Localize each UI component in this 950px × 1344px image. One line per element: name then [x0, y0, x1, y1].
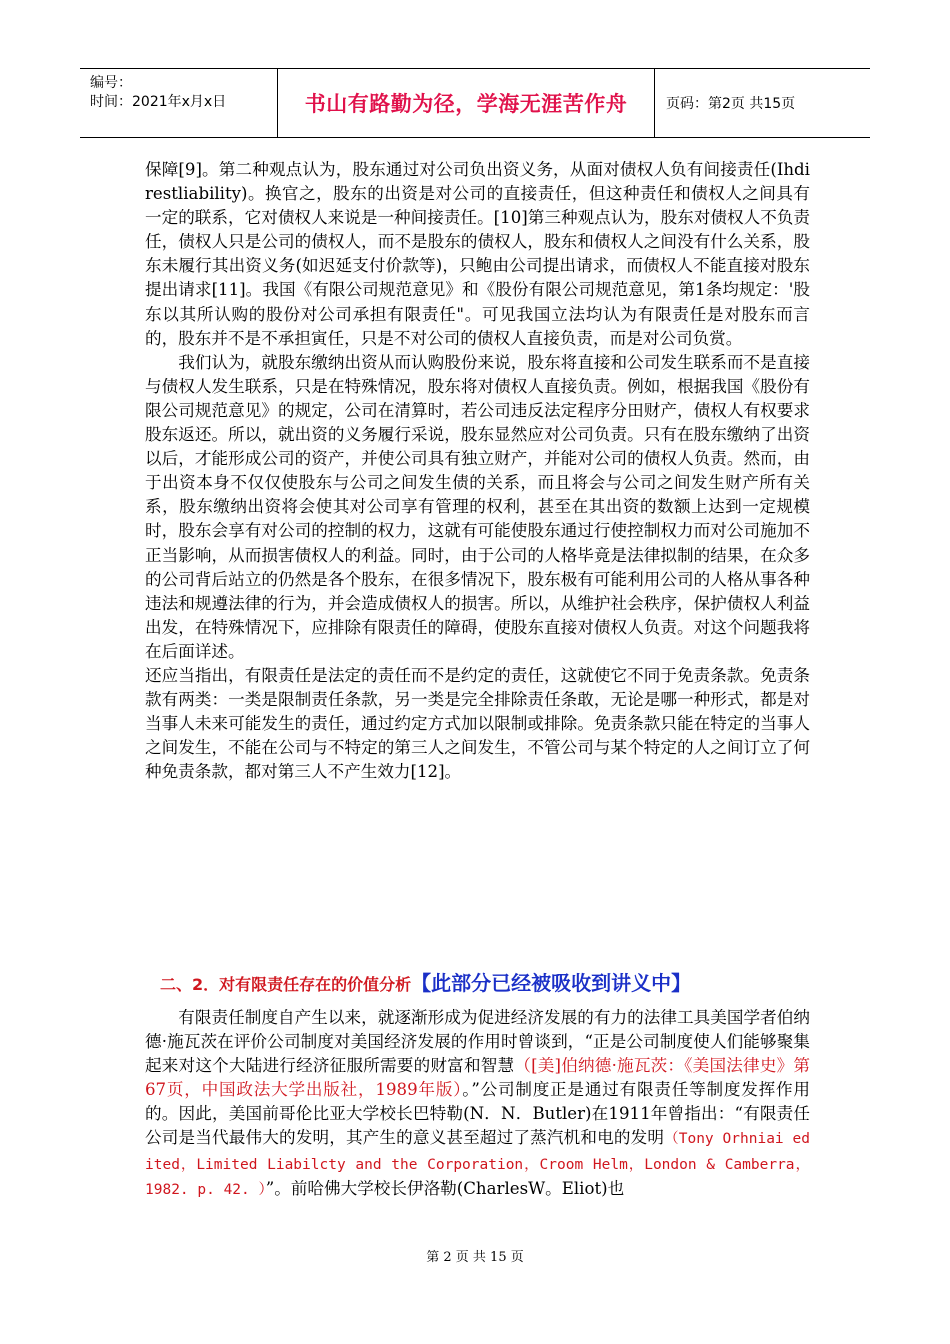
text-segment: 有限责任制度自产生以来，就逐渐形成为促进经济发展的有力的法律工具美国学者伯纳德·施瓦茨在评价公司制度对美国经济发展的作用时曾谈到，“正是公司制度使人们能够聚集起来对这个大陆进行经济征服所需要的财富和智慧 — [145, 1008, 810, 1076]
body-text-2 — [145, 1006, 810, 1202]
body-text — [145, 158, 810, 784]
section-note: 【此部分已经被吸收到讲义中】 — [411, 971, 692, 995]
text-segment: 。”公司制度正是通过有限责任等制度发挥作用的。因此，美国前哥伦比亚大学校长巴特勒(N．N．Butler)在1911年曾指出：“有限责任公司是当代最伟大的发明，其产生的意义甚至超过了蒸汽机和电的发明 — [145, 1080, 811, 1148]
page-header — [80, 68, 870, 138]
paragraph: 还应当指出，有限责任是法定的责任而不是约定的责任，这就使它不同于免责条款。免责条款有两类：一类是限制责任条款，另一类是完全排除责任条敢，无论是哪一种形式，都是对当事人未来可能发生的责任，通过约定方式加以限制或排除。免责条款只能在特定的当事人之间发生，不能在公司与不特定的第三人之间发生，不管公司与某个特定的人之间订立了何种免责条款，都对第三人不产生效力[12]。 — [145, 665, 810, 782]
citation: （Tony Orhniai edited，Limited Liabilcty and the Corporation，Croom Helm，London & Camberra， 1982. p. 42. ） — [145, 1131, 810, 1198]
paragraph: 保障[9]。第二种观点认为，股东通过对公司负出资义务，从面对债权人负有间接责任(Ihdirestliability)。换官之，股东的出资是对公司的直接责任，但这种责任和债权人之间具有一定的联系，它对债权人来说是一种间接责任。[10]第三种观点认为，股东对债权人不负责任，债权人只是公司的债权人，而不是股东的债权人，股东和债权人之间没有什么关系，股东未履行其出资义务(如迟延支付价款等)，只鲍由公司提出请求，而债权人不能直接对股东提出请求[11]。我国《有限公司规范意见》和《股份有限公司规范意见，第1条均规定：'股东以其所认购的股份对公司承担有限责任"。可见我国立法均认为有限责任是对股东而言的，股东并不是不承担寅任，只是不对公司的债权人直接负责，而是对公司负赏。 — [145, 160, 810, 348]
page-footer: 第 2 页 共 15 页 — [426, 1250, 524, 1265]
paragraph-with-citations — [145, 1006, 810, 1202]
document-time-label: 时间：2021年x月x日 — [90, 94, 227, 110]
header-motto: 书山有路勤为径，学海无涯苦作舟 — [278, 69, 655, 137]
text-segment: ”。前哈佛大学校长伊洛勒(CharlesW。Eliot)也 — [265, 1178, 625, 1198]
document-number-label: 编号： — [90, 75, 132, 91]
header-meta — [80, 69, 278, 137]
paragraph: 我们认为，就股东缴纳出资从而认购股份来说，股东将直接和公司发生联系而不是直接与债权人发生联系，只是在特殊情况，股东将对债权人直接负责。例如，根据我国《股份有限公司规范意见》的规定，公司在清算时，若公司违反法定程序分田财产，债权人有权要求股东返还。所以，就出资的义务履行采说，股东显然应对公司负责。只有在股东缴纳了出资以后，才能形成公司的资产，并使公司具有独立财产，并能对公司的债权人负责。然而，由于出资本身不仅仅使股东与公司之间发生债的关系，而且将会与公司之间发生财产所有关系，股东缴纳出资将会使其对公司享有管理的权利，甚至在其出资的数额上达到一定规模时，股东会享有对公司的控制的权力，这就有可能使股东通过行使控制权力而对公司施加不正当影响，从而损害债权人的利益。同时，由于公司的人格毕竟是法律拟制的结果，在众多的公司背后站立的仍然是各个股东，在很多情况下，股东极有可能利用公司的人格从事各种违法和规遵法律的行为，并会造成债权人的损害。所以，从维护社会秩序，保护债权人利益出发，在特殊情况下，应排除有限责任的障碍，使股东直接对债权人负责。对这个问题我将在后面详述。 — [145, 352, 810, 661]
section-title: 二、2．对有限责任存在的价值分析 — [160, 975, 412, 994]
citation: （[美]伯纳德·施瓦茨：《美国法律史》第67页，中国政法大学出版社，1989年版） — [145, 1056, 810, 1100]
section-heading — [160, 967, 820, 996]
header-page-label: 页码：第2页 共15页 — [666, 96, 796, 112]
